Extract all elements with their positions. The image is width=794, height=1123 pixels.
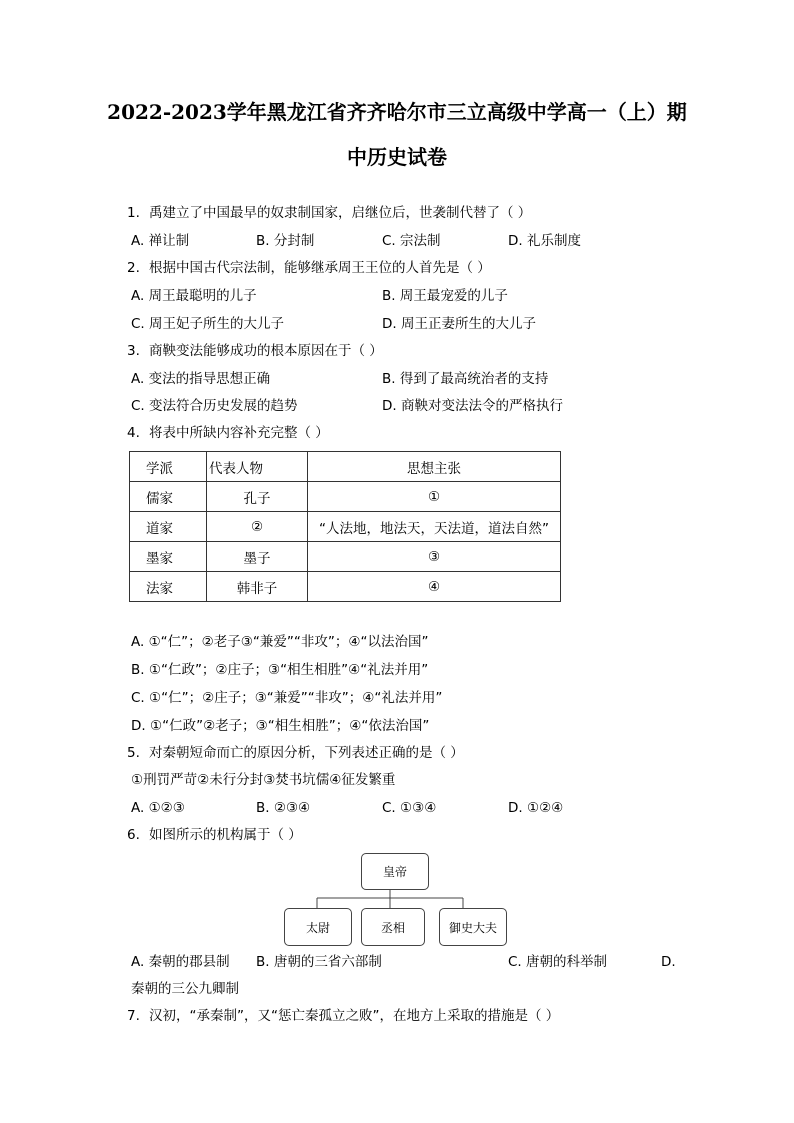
q2-option-d: D. 周王正妻所生的大儿子 <box>382 316 536 332</box>
question-5-stem <box>127 744 464 762</box>
table-header-cell: 学派 <box>130 452 207 482</box>
question-2-stem <box>127 259 491 277</box>
q4-option-a: A. ①“仁”；②老子③“兼爱”“非攻”；④“以法治国” <box>131 634 429 650</box>
table-header-row <box>130 452 561 482</box>
q5-option-b: B. ②③④ <box>256 800 311 816</box>
q3-option-b: B. 得到了最高统治者的支持 <box>382 371 549 387</box>
question-number: 6. <box>127 827 140 843</box>
question-1-stem <box>127 204 531 222</box>
table-cell: 墨家 <box>130 542 207 572</box>
q6-option-c: C. 唐朝的科举制 <box>508 954 608 970</box>
q1-option-d: D. 礼乐制度 <box>508 233 581 249</box>
q4-option-c: C. ①“仁”；②庄子；③“兼爱”“非攻”；④“礼法并用” <box>131 690 443 706</box>
table-cell: 法家 <box>130 572 207 602</box>
question-text: 商鞅变法能够成功的根本原因在于（ ） <box>149 343 383 359</box>
table-cell: ② <box>207 512 308 542</box>
table-cell: ④ <box>308 572 561 602</box>
question-text: 将表中所缺内容补充完整（ ） <box>149 425 329 441</box>
table-cell: ③ <box>308 542 561 572</box>
question-number: 7. <box>127 1008 140 1024</box>
q3-option-c: C. 变法符合历史发展的趋势 <box>131 398 298 414</box>
question-text: 对秦朝短命而亡的原因分析，下列表述正确的是（ ） <box>149 745 464 761</box>
three-lords-org-chart <box>284 852 496 946</box>
emperor-box: 皇帝 <box>361 853 429 890</box>
table-cell: 孔子 <box>207 482 308 512</box>
table-row <box>130 542 561 572</box>
q3-option-a: A. 变法的指导思想正确 <box>131 371 271 387</box>
table-header-cell: 思想主张 <box>308 452 561 482</box>
question-number: 4. <box>127 425 140 441</box>
q1-option-c: C. 宗法制 <box>382 233 441 249</box>
question-number: 2. <box>127 260 140 276</box>
table-cell: 韩非子 <box>207 572 308 602</box>
q6-option-b: B. 唐朝的三省六部制 <box>256 954 382 970</box>
q2-option-c: C. 周王妃子所生的大儿子 <box>131 316 285 332</box>
taiwei-box: 太尉 <box>284 908 352 946</box>
table-cell: 道家 <box>130 512 207 542</box>
table-header-cell: 代表人物 <box>207 452 308 482</box>
imperial-censor-box: 御史大夫 <box>439 908 507 946</box>
table-row <box>130 512 561 542</box>
question-6-stem <box>127 826 302 844</box>
q6-option-d: D. <box>661 954 676 970</box>
q3-option-d: D. 商鞅对变法法令的严格执行 <box>382 398 563 414</box>
q5-option-a: A. ①②③ <box>131 800 185 816</box>
table-cell: ① <box>308 482 561 512</box>
table-cell: 墨子 <box>207 542 308 572</box>
table-cell: “人法地，地法天，天法道，道法自然” <box>308 512 561 542</box>
school-of-thought-table <box>129 451 561 602</box>
q2-option-b: B. 周王最宠爱的儿子 <box>382 288 508 304</box>
table-cell: 儒家 <box>130 482 207 512</box>
page-title-line-2: 中历史试卷 <box>347 145 447 169</box>
table-row <box>130 482 561 512</box>
q1-option-a: A. 禅让制 <box>131 233 190 249</box>
table-row <box>130 572 561 602</box>
question-3-stem <box>127 342 383 360</box>
question-text: 根据中国古代宗法制，能够继承周王王位的人首先是（ ） <box>149 260 491 276</box>
question-text: 汉初，“承秦制”，又“惩亡秦孤立之败”，在地方上采取的措施是（ ） <box>149 1008 560 1024</box>
q4-option-b: B. ①“仁政”；②庄子；③“相生相胜”④“礼法并用” <box>131 662 429 678</box>
q5-option-d: D. ①②④ <box>508 800 564 816</box>
question-text: 禹建立了中国最早的奴隶制国家，启继位后，世袭制代替了（ ） <box>149 205 532 221</box>
question-number: 5. <box>127 745 140 761</box>
question-text: 如图所示的机构属于（ ） <box>149 827 302 843</box>
q6-option-a: A. 秦朝的郡县制 <box>131 954 230 970</box>
question-7-stem <box>127 1007 559 1025</box>
question-4-stem <box>127 424 329 442</box>
q2-option-a: A. 周王最聪明的儿子 <box>131 288 257 304</box>
q5-statements: ①刑罚严苛②未行分封③焚书坑儒④征发繁重 <box>131 772 396 788</box>
q6-option-d-text: 秦朝的三公九卿制 <box>131 981 239 997</box>
q4-option-d: D. ①“仁政”②老子；③“相生相胜”；④“依法治国” <box>131 718 430 734</box>
chancellor-box: 丞相 <box>361 908 425 946</box>
q5-option-c: C. ①③④ <box>382 800 437 816</box>
page-title-line-1: 2022-2023学年黑龙江省齐齐哈尔市三立高级中学高一（上）期 <box>107 100 687 124</box>
q1-option-b: B. 分封制 <box>256 233 315 249</box>
question-number: 3. <box>127 343 140 359</box>
question-number: 1. <box>127 205 140 221</box>
